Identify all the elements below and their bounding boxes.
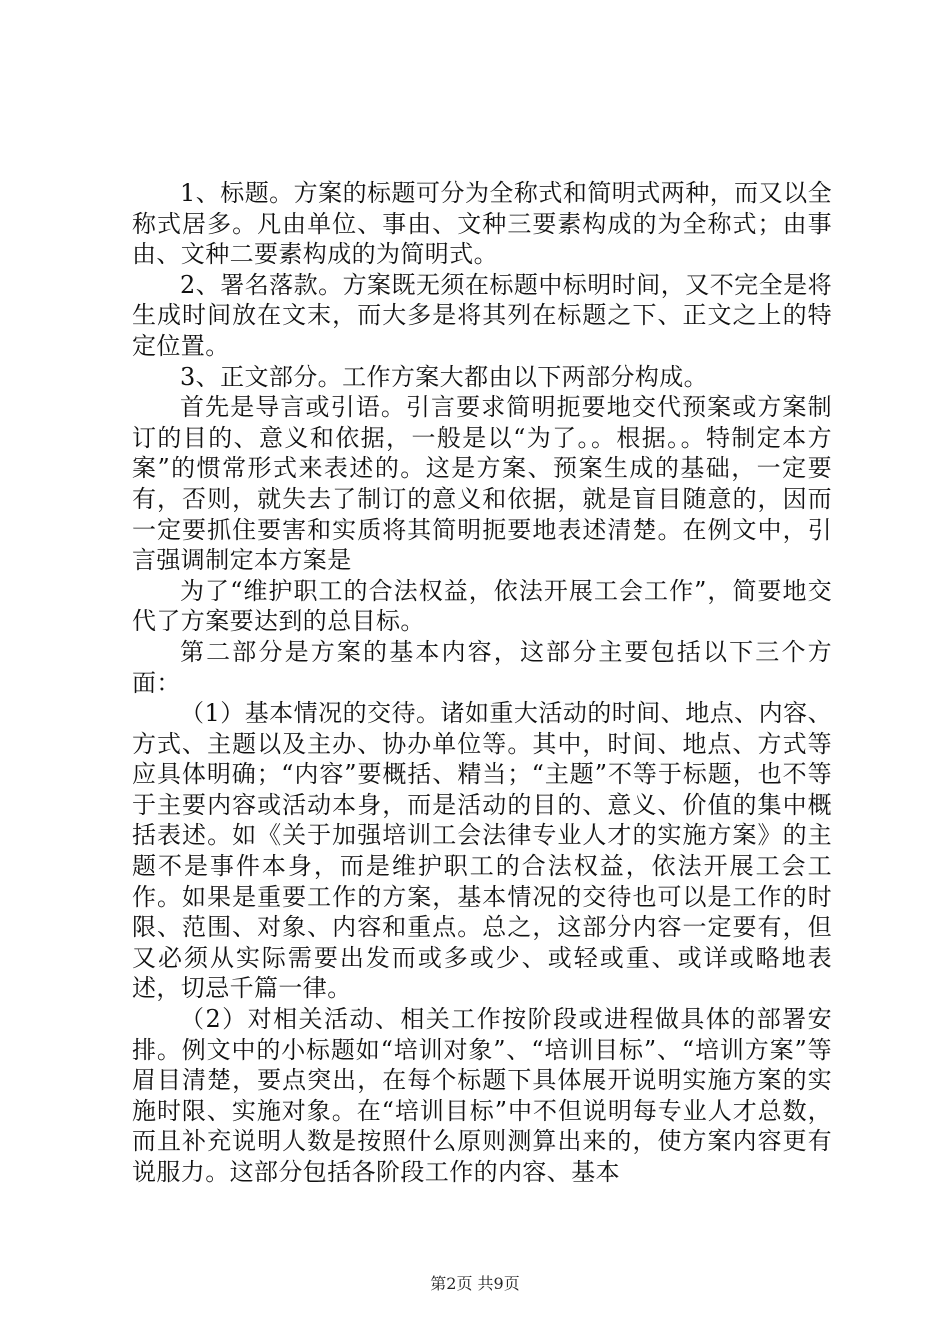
page-number-footer: 第2页 共9页 (430, 1274, 520, 1293)
paragraph-introduction-continued: 为了“维护职工的合法权益，依法开展工会工作”，简要地交代了方案要达到的总目标。 (132, 576, 832, 636)
paragraph-arrangement: （2）对相关活动、相关工作按阶段或进程做具体的部署安排。例文中的小标题如“培训对象”、“培训目标”、“培训方案”等眉目清楚，要点突出，在每个标题下具体展开说明实施方案的实施时限、实施对象。在“培训目标”中不但说明每专业人才总数，而且补充说明人数是按照什么原则测算出来的，使方案内容更有说服力。这部分包括各阶段工作的内容、基本 (132, 1005, 832, 1186)
paragraph-basic-situation: （1）基本情况的交待。诸如重大活动的时间、地点、内容、方式、主题以及主办、协办单位等。其中，时间、地点、方式等应具体明确；“内容”要概括、精当；“主题”不等于标题，也不等于主要内容或活动本身，而是活动的目的、意义、价值的集中概括表述。如《关于加强培训工会法律专业人才的实施方案》的主题不是事件本身，而是维护职工的合法权益，依法开展工会工作。如果是重要工作的方案，基本情况的交待也可以是工作的时限、范围、对象、内容和重点。总之，这部分内容一定要有，但又必须从实际需要出发而或多或少、或轻或重、或详或略地表述，切忌千篇一律。 (132, 699, 832, 1003)
paragraph-title-section: 1、标题。方案的标题可分为全称式和简明式两种，而又以全称式居多。凡由单位、事由、文种三要素构成的为全称式；由事由、文种二要素构成的为简明式。 (132, 179, 832, 269)
paragraph-body-section: 3、正文部分。工作方案大都由以下两部分构成。 (180, 362, 709, 391)
paragraph-introduction: 首先是导言或引语。引言要求简明扼要地交代预案或方案制订的目的、意义和依据，一般是以“为了。。根据。。特制定本方案”的惯常形式来表述的。这是方案、预案生成的基础，一定要有，否则，就失去了制订的意义和依据，就是盲目随意的，因而一定要抓住要害和实质将其简明扼要地表述清楚。在例文中，引言强调制定本方案是 (132, 393, 832, 575)
document-body (132, 178, 832, 1188)
paragraph-signature-section: 2、署名落款。方案既无须在标题中标明时间，又不完全是将生成时间放在文末，而大多是将其列在标题之下、正文之上的特定位置。 (132, 270, 832, 360)
paragraph-second-part: 第二部分是方案的基本内容，这部分主要包括以下三个方面： (132, 637, 832, 697)
